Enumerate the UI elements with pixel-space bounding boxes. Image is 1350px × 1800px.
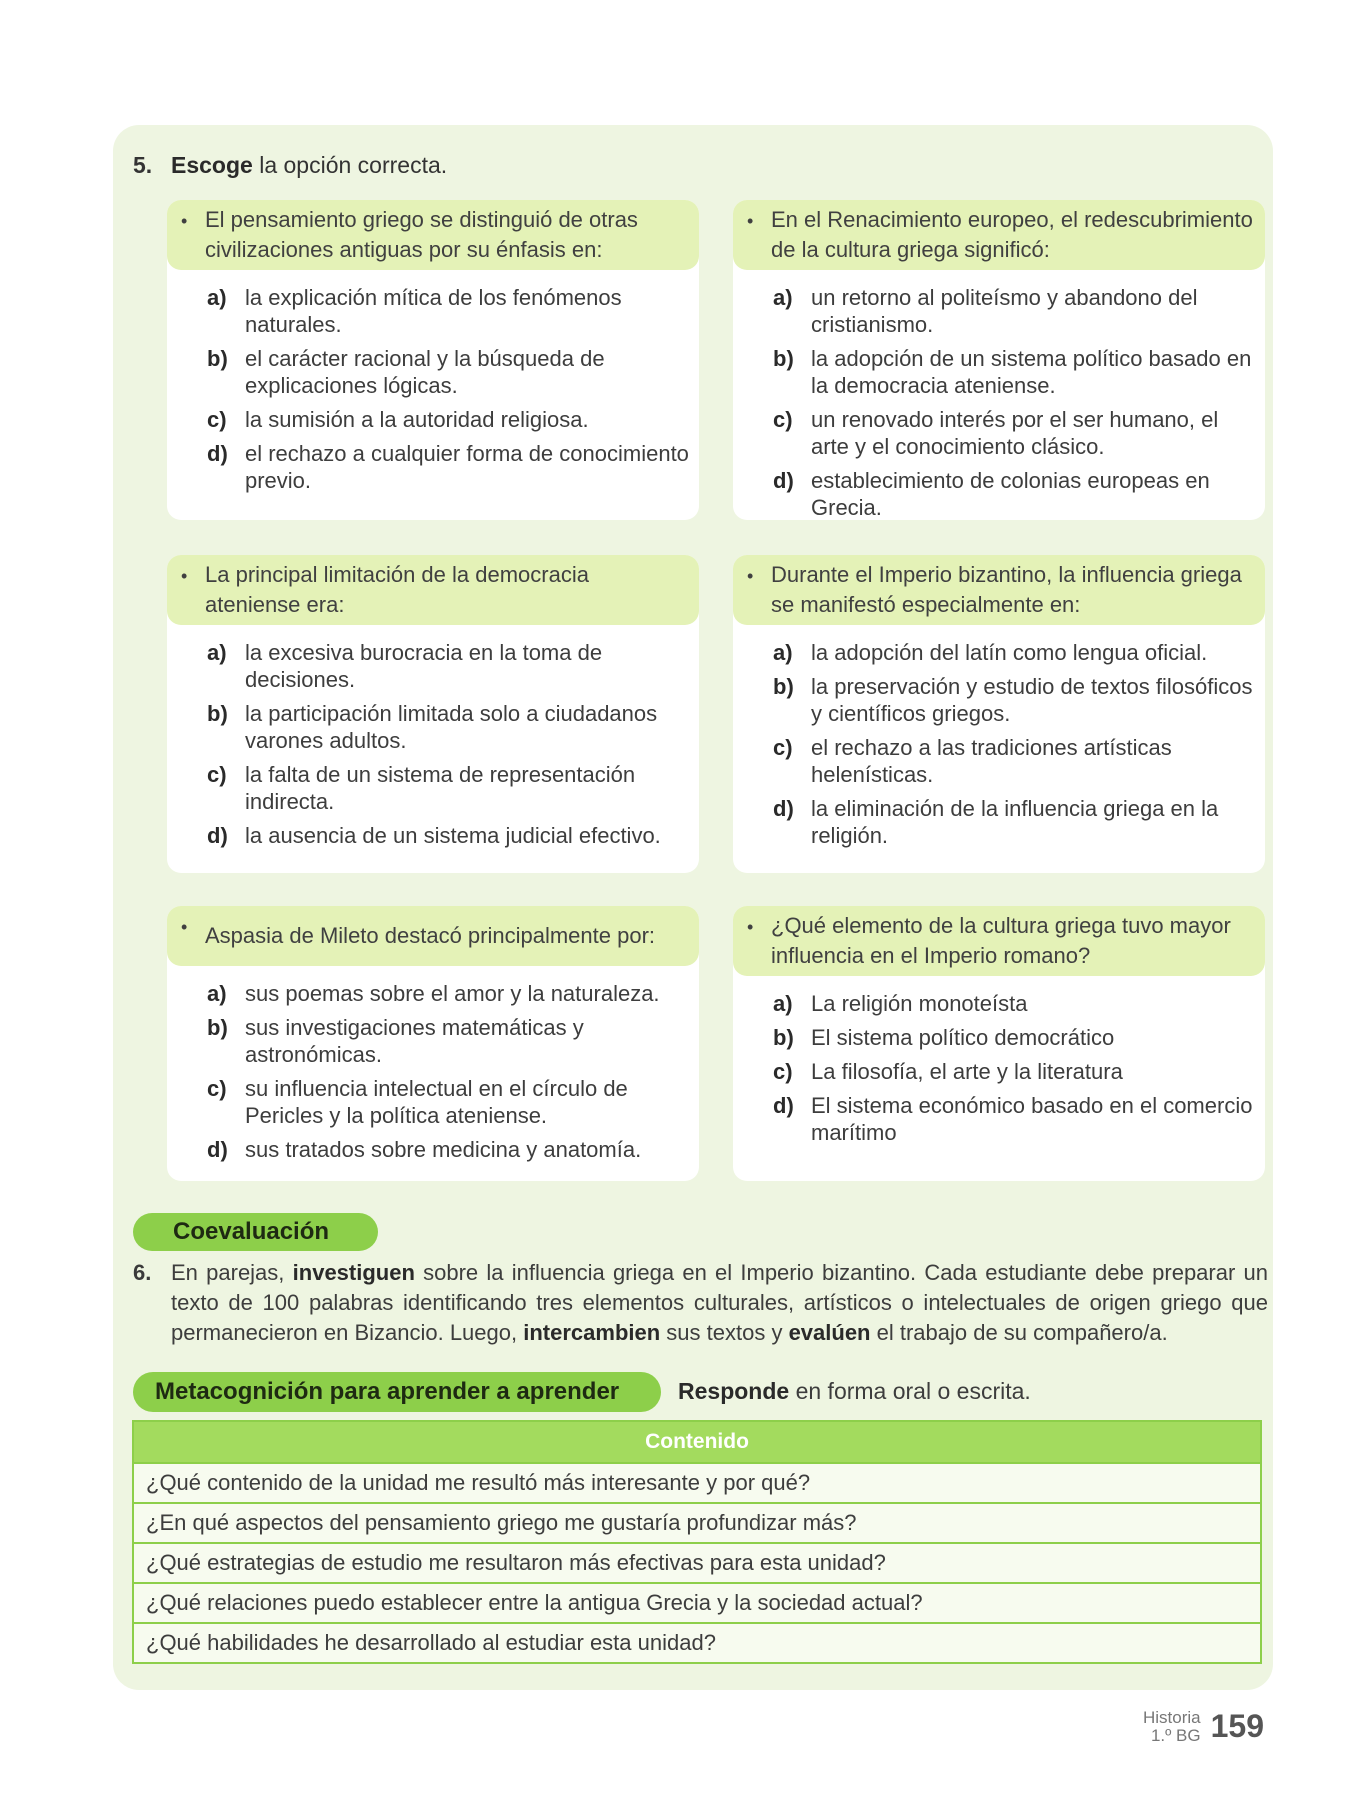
text-part: sobre la influencia griega en el Imperio bizantino. Cada estudiante debe preparar un texto de 100 palabras identificando tres elementos culturales, artísticos o intelectuales de origen griego que permanecieron en Bizancio. Luego,	[171, 1260, 1269, 1345]
table-row	[133, 1543, 1261, 1583]
option-text: el carácter racional y la búsqueda de explicaciones lógicas.	[245, 346, 605, 398]
option-text: un renovado interés por el ser humano, el arte y el conocimiento clásico.	[811, 407, 1219, 459]
option-text: El sistema económico basado en el comercio marítimo	[811, 1093, 1253, 1145]
option-text: La filosofía, el arte y la literatura	[811, 1059, 1123, 1084]
question-card	[733, 555, 1265, 873]
answer-option[interactable]	[207, 700, 689, 754]
answer-option[interactable]	[207, 345, 689, 399]
option-text: la preservación y estudio de textos filosóficos y científicos griegos.	[811, 674, 1253, 726]
card-question	[733, 555, 1265, 625]
reflection-table	[132, 1420, 1262, 1664]
table-row	[133, 1463, 1261, 1503]
option-letter: a)	[773, 285, 793, 310]
page-footer	[1143, 1708, 1264, 1745]
bullet-icon: •	[181, 917, 188, 937]
instruction-verb: Escoge	[171, 152, 253, 178]
option-letter: b)	[207, 1015, 228, 1040]
option-letter: d)	[773, 1093, 794, 1118]
table-header: Contenido	[133, 1421, 1261, 1463]
question-text: La principal limitación de la democracia ateniense era:	[205, 562, 589, 617]
subject-name: Historia	[1142, 1707, 1201, 1727]
card-question	[167, 200, 699, 270]
option-letter: c)	[773, 1059, 793, 1084]
answer-option[interactable]	[207, 406, 689, 433]
question-text: Durante el Imperio bizantino, la influencia griega se manifestó especialmente en:	[771, 562, 1242, 617]
option-letter: b)	[773, 674, 794, 699]
option-text: el rechazo a cualquier forma de conocimiento previo.	[245, 441, 689, 493]
option-text: la eliminación de la influencia griega en la religión.	[811, 796, 1219, 848]
metacognicion-badge	[133, 1372, 661, 1412]
grade-level: 1.º BG	[1150, 1725, 1201, 1745]
question-card	[167, 555, 699, 873]
answer-option[interactable]	[773, 795, 1255, 849]
option-letter: b)	[207, 701, 228, 726]
bullet-icon: •	[181, 211, 188, 231]
option-text: la adopción del latín como lengua oficial.	[811, 640, 1208, 665]
answer-option[interactable]	[773, 406, 1255, 460]
option-text: sus tratados sobre medicina y anatomía.	[245, 1137, 642, 1162]
question-number: 5.	[133, 152, 153, 178]
table-cell: ¿Qué relaciones puedo establecer entre la antigua Grecia y la sociedad actual?	[133, 1583, 1261, 1623]
answer-option[interactable]	[207, 761, 689, 815]
question-5-heading	[133, 152, 447, 179]
option-text: la falta de un sistema de representación indirecta.	[245, 762, 636, 814]
answer-option[interactable]	[207, 822, 689, 849]
option-letter: a)	[207, 640, 227, 665]
option-letter: d)	[773, 796, 794, 821]
answer-option[interactable]	[207, 1075, 689, 1129]
answer-option[interactable]	[773, 467, 1255, 521]
option-text: establecimiento de colonias europeas en Grecia.	[811, 468, 1210, 520]
table-row	[133, 1583, 1261, 1623]
option-text: su influencia intelectual en el círculo de Pericles y la política ateniense.	[245, 1076, 628, 1128]
option-letter: d)	[773, 468, 794, 493]
option-text: La religión monoteísta	[811, 991, 1028, 1016]
option-text: la participación limitada solo a ciudadanos varones adultos.	[245, 701, 658, 753]
text-part: el trabajo de su compañero/a.	[870, 1320, 1168, 1345]
answer-option[interactable]	[207, 1136, 689, 1163]
instruction-text: en forma oral o escrita.	[789, 1378, 1031, 1404]
option-text: la adopción de un sistema político basado en la democracia ateniense.	[811, 346, 1252, 398]
option-letter: c)	[207, 407, 227, 432]
table-row	[133, 1503, 1261, 1543]
card-question	[733, 906, 1265, 976]
option-text: El sistema político democrático	[811, 1025, 1115, 1050]
bold-verb: evalúen	[788, 1320, 871, 1345]
option-letter: d)	[207, 1137, 228, 1162]
option-letter: c)	[207, 1076, 227, 1101]
table-cell: ¿Qué contenido de la unidad me resultó más interesante y por qué?	[133, 1463, 1261, 1503]
option-letter: b)	[773, 1025, 794, 1050]
coevaluacion-label: Coevaluación	[173, 1218, 330, 1245]
answer-option[interactable]	[773, 734, 1255, 788]
answer-option[interactable]	[207, 284, 689, 338]
bold-verb: investiguen	[292, 1260, 415, 1285]
question-6	[133, 1258, 1268, 1348]
answer-option[interactable]	[773, 284, 1255, 338]
bold-verb: intercambien	[523, 1320, 661, 1345]
question-text: En el Renacimiento europeo, el redescubrimiento de la cultura griega significó:	[771, 207, 1253, 262]
table-cell: ¿Qué estrategias de estudio me resultaron más efectivas para esta unidad?	[133, 1543, 1261, 1583]
question-text: Aspasia de Mileto destacó principalmente por:	[205, 923, 656, 948]
question-card	[733, 906, 1265, 1181]
text-part: En parejas,	[171, 1260, 293, 1285]
question-text: ¿Qué elemento de la cultura griega tuvo mayor influencia en el Imperio romano?	[771, 913, 1231, 968]
option-letter: d)	[207, 823, 228, 848]
option-letter: c)	[773, 407, 793, 432]
answer-option[interactable]	[773, 673, 1255, 727]
option-letter: c)	[773, 735, 793, 760]
option-letter: a)	[207, 981, 227, 1006]
option-text: la explicación mítica de los fenómenos naturales.	[245, 285, 622, 337]
option-letter: a)	[773, 991, 793, 1016]
question-card	[167, 200, 699, 520]
option-letter: b)	[207, 346, 228, 371]
bullet-icon: •	[747, 566, 754, 586]
question-number: 6.	[133, 1260, 152, 1285]
option-text: sus poemas sobre el amor y la naturaleza.	[245, 981, 660, 1006]
answer-option[interactable]	[207, 1014, 689, 1068]
option-letter: a)	[207, 285, 227, 310]
answer-option[interactable]	[773, 990, 1255, 1017]
option-text: sus investigaciones matemáticas y astronómicas.	[245, 1015, 584, 1067]
option-letter: b)	[773, 346, 794, 371]
question-card	[167, 906, 699, 1181]
bullet-icon: •	[747, 211, 754, 231]
table-row	[133, 1623, 1261, 1663]
answer-option[interactable]	[773, 345, 1255, 399]
answer-option[interactable]	[773, 639, 1255, 666]
bullet-icon: •	[181, 566, 188, 586]
question-6-text	[171, 1258, 1268, 1348]
question-text: El pensamiento griego se distinguió de otras civilizaciones antiguas por su énfasis en:	[205, 207, 638, 262]
footer-subject	[1143, 1709, 1201, 1745]
text-part: sus textos y	[660, 1320, 789, 1345]
card-question	[167, 906, 699, 966]
option-text: la sumisión a la autoridad religiosa.	[245, 407, 589, 432]
answer-option[interactable]	[773, 1058, 1255, 1085]
coevaluacion-badge	[133, 1213, 378, 1251]
instruction-text: la opción correcta.	[252, 152, 448, 178]
option-letter: d)	[207, 441, 228, 466]
answer-option[interactable]	[207, 980, 689, 1007]
table-cell: ¿Qué habilidades he desarrollado al estudiar esta unidad?	[133, 1623, 1261, 1663]
answer-option[interactable]	[773, 1092, 1255, 1146]
answer-option[interactable]	[773, 1024, 1255, 1051]
option-letter: c)	[207, 762, 227, 787]
option-text: la ausencia de un sistema judicial efectivo.	[245, 823, 661, 848]
instruction-verb: Responde	[678, 1378, 790, 1404]
option-text: el rechazo a las tradiciones artísticas helenísticas.	[811, 735, 1172, 787]
option-text: la excesiva burocracia en la toma de decisiones.	[245, 640, 603, 692]
responde-instruction	[678, 1378, 1031, 1405]
question-card	[733, 200, 1265, 520]
page-number: 159	[1210, 1708, 1264, 1744]
option-letter: a)	[773, 640, 793, 665]
metacognicion-label: Metacognición para aprender a aprender	[155, 1378, 620, 1405]
card-question	[733, 200, 1265, 270]
card-question	[167, 555, 699, 625]
option-text: un retorno al politeísmo y abandono del cristianismo.	[811, 285, 1198, 337]
answer-option[interactable]	[207, 440, 689, 494]
table-cell: ¿En qué aspectos del pensamiento griego me gustaría profundizar más?	[133, 1503, 1261, 1543]
answer-option[interactable]	[207, 639, 689, 693]
bullet-icon: •	[747, 917, 754, 937]
